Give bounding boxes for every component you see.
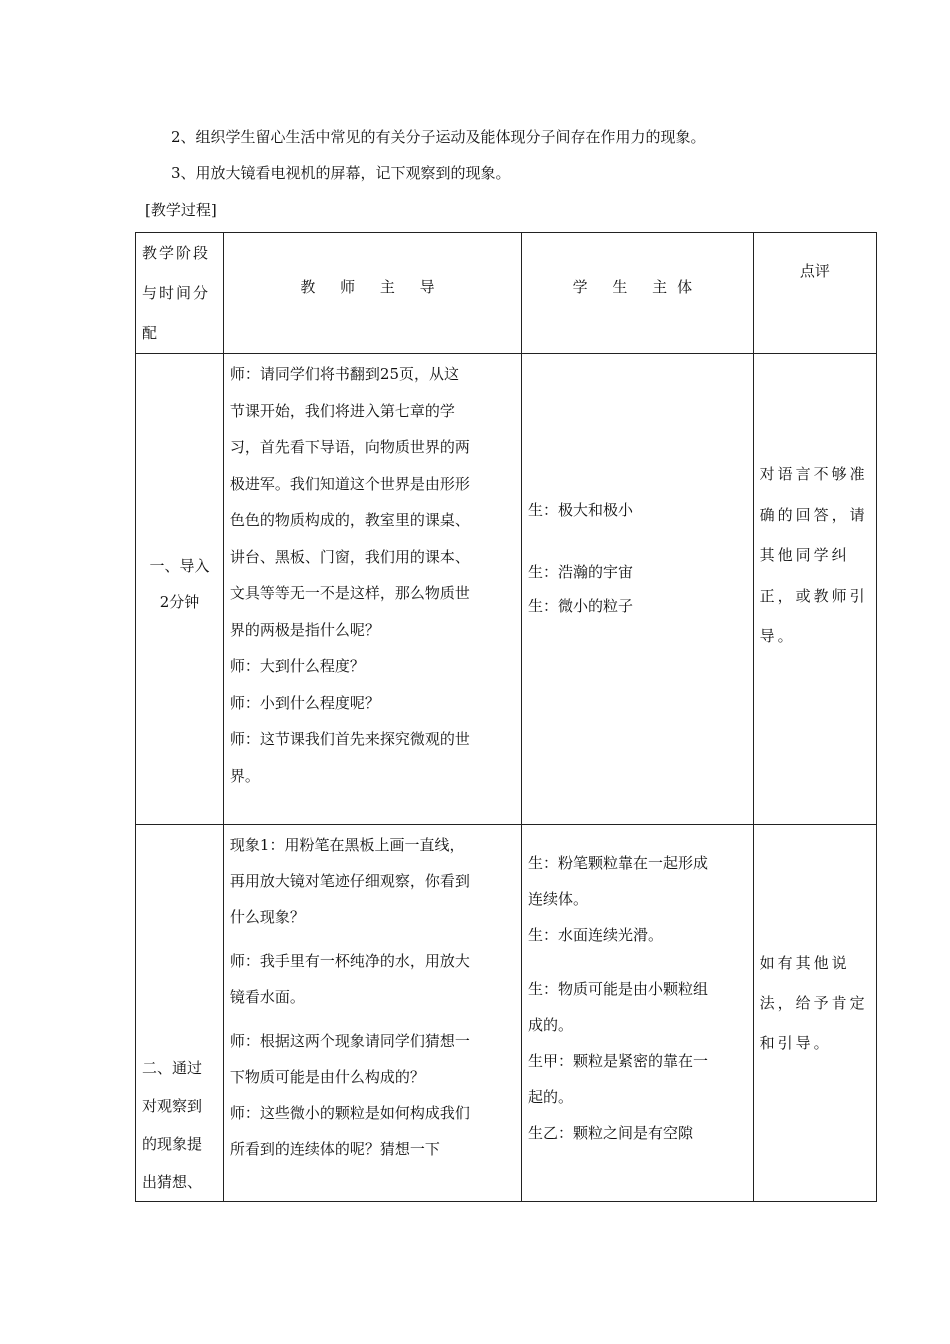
stage-line: 2分钟 bbox=[159, 593, 200, 611]
comment-line: 如有其他说 bbox=[759, 954, 850, 972]
stage-line: 一、导入 bbox=[149, 557, 210, 575]
teaching-process-table bbox=[135, 232, 877, 1202]
student-line: 生：水面连续光滑。 bbox=[528, 926, 664, 944]
teacher-cell bbox=[223, 354, 521, 825]
teacher-line: 师：根据这两个现象请同学们猜想一 bbox=[229, 1032, 470, 1050]
teacher-line: 师：小到什么程度呢？ bbox=[229, 693, 380, 712]
teacher-line: 什么现象？ bbox=[229, 908, 305, 926]
student-cell bbox=[522, 825, 754, 1202]
student-line: 生乙：颗粒之间是有空隙 bbox=[528, 1124, 694, 1142]
comment-line: 确的回答，请 bbox=[759, 505, 868, 524]
section-heading: [教学过程] bbox=[145, 201, 217, 219]
teacher-line: 文具等等无一不是这样，那么物质世 bbox=[229, 584, 470, 602]
teacher-line: 节课开始，我们将进入第七章的学 bbox=[229, 401, 455, 420]
teacher-line: 所看到的连续体的呢？猜想一下 bbox=[229, 1140, 440, 1158]
teacher-line: 极进军。我们知道这个世界是由形形 bbox=[229, 474, 470, 493]
comment-line: 对语言不够准 bbox=[759, 465, 868, 483]
header-stage bbox=[136, 233, 224, 354]
comment-line: 其他同学纠 bbox=[759, 546, 850, 564]
teacher-line: 色色的物质构成的，教室里的课桌、 bbox=[229, 511, 470, 529]
header-teacher-label: 教 师 主 导 bbox=[300, 278, 445, 296]
header-teacher bbox=[223, 233, 521, 354]
teacher-line: 下物质可能是由什么构成的？ bbox=[229, 1068, 425, 1086]
table-row bbox=[136, 825, 877, 1202]
teacher-line: 师：这些微小的颗粒是如何构成我们 bbox=[229, 1104, 470, 1122]
teacher-line: 现象1：用粉笔在黑板上画一直线， bbox=[229, 836, 465, 854]
student-line: 生：微小的粒子 bbox=[528, 597, 634, 615]
teacher-line: 师：我手里有一杯纯净的水，用放大 bbox=[229, 952, 470, 970]
table-header-row bbox=[136, 233, 877, 354]
teacher-cell bbox=[223, 825, 521, 1202]
student-line: 生：浩瀚的宇宙 bbox=[528, 563, 634, 581]
comment-line: 和引导。 bbox=[759, 1034, 832, 1052]
student-line: 成的。 bbox=[528, 1016, 574, 1034]
student-line: 生甲：颗粒是紧密的靠在一 bbox=[528, 1052, 709, 1070]
stage-line: 对观察到 bbox=[142, 1097, 203, 1115]
teacher-line: 讲台、黑板、门窗，我们用的课本、 bbox=[229, 547, 470, 566]
stage-cell bbox=[136, 354, 224, 825]
stage-line: 二、通过 bbox=[142, 1059, 203, 1077]
student-line: 生：粉笔颗粒靠在一起形成 bbox=[528, 854, 709, 872]
teacher-line: 界。 bbox=[229, 766, 260, 785]
student-line: 生：极大和极小 bbox=[528, 501, 634, 519]
intro-item-3: 3、用放大镜看电视机的屏幕，记下观察到的现象。 bbox=[171, 164, 511, 182]
comment-line: 导。 bbox=[759, 627, 796, 645]
comment-cell bbox=[753, 825, 876, 1202]
teacher-line: 师：请同学们将书翻到25页，从这 bbox=[229, 365, 460, 383]
teacher-line: 再用放大镜对笔迹仔细观察，你看到 bbox=[229, 872, 470, 890]
comment-cell bbox=[753, 354, 876, 825]
comment-line: 法，给予肯定 bbox=[759, 994, 868, 1012]
header-comment-label: 点评 bbox=[799, 262, 830, 280]
student-line: 生：物质可能是由小颗粒组 bbox=[528, 980, 709, 998]
teacher-line: 界的两极是指什么呢？ bbox=[229, 620, 380, 639]
teacher-line: 镜看水面。 bbox=[229, 988, 305, 1006]
table-row bbox=[136, 354, 877, 825]
stage-line: 的现象提 bbox=[142, 1135, 203, 1153]
header-comment bbox=[753, 233, 876, 354]
student-line: 起的。 bbox=[528, 1088, 574, 1106]
header-stage-line: 与时间分 bbox=[142, 284, 211, 302]
stage-cell bbox=[136, 825, 224, 1202]
intro-item-2: 2、组织学生留心生活中常见的有关分子运动及能体现分子间存在作用力的现象。 bbox=[171, 128, 706, 146]
stage-line: 出猜想、 bbox=[142, 1173, 203, 1191]
student-cell bbox=[522, 354, 754, 825]
teacher-line: 师：这节课我们首先来探究微观的世 bbox=[229, 730, 470, 748]
header-stage-line: 配 bbox=[142, 324, 160, 342]
header-student bbox=[522, 233, 754, 354]
header-stage-line: 教学阶段 bbox=[142, 244, 211, 262]
comment-line: 正，或教师引 bbox=[759, 586, 868, 605]
teacher-line: 师：大到什么程度？ bbox=[229, 657, 365, 675]
teacher-line: 习，首先看下导语，向物质世界的两 bbox=[229, 438, 470, 456]
student-line: 连续体。 bbox=[528, 890, 589, 908]
header-student-label: 学 生 主体 bbox=[572, 278, 703, 296]
